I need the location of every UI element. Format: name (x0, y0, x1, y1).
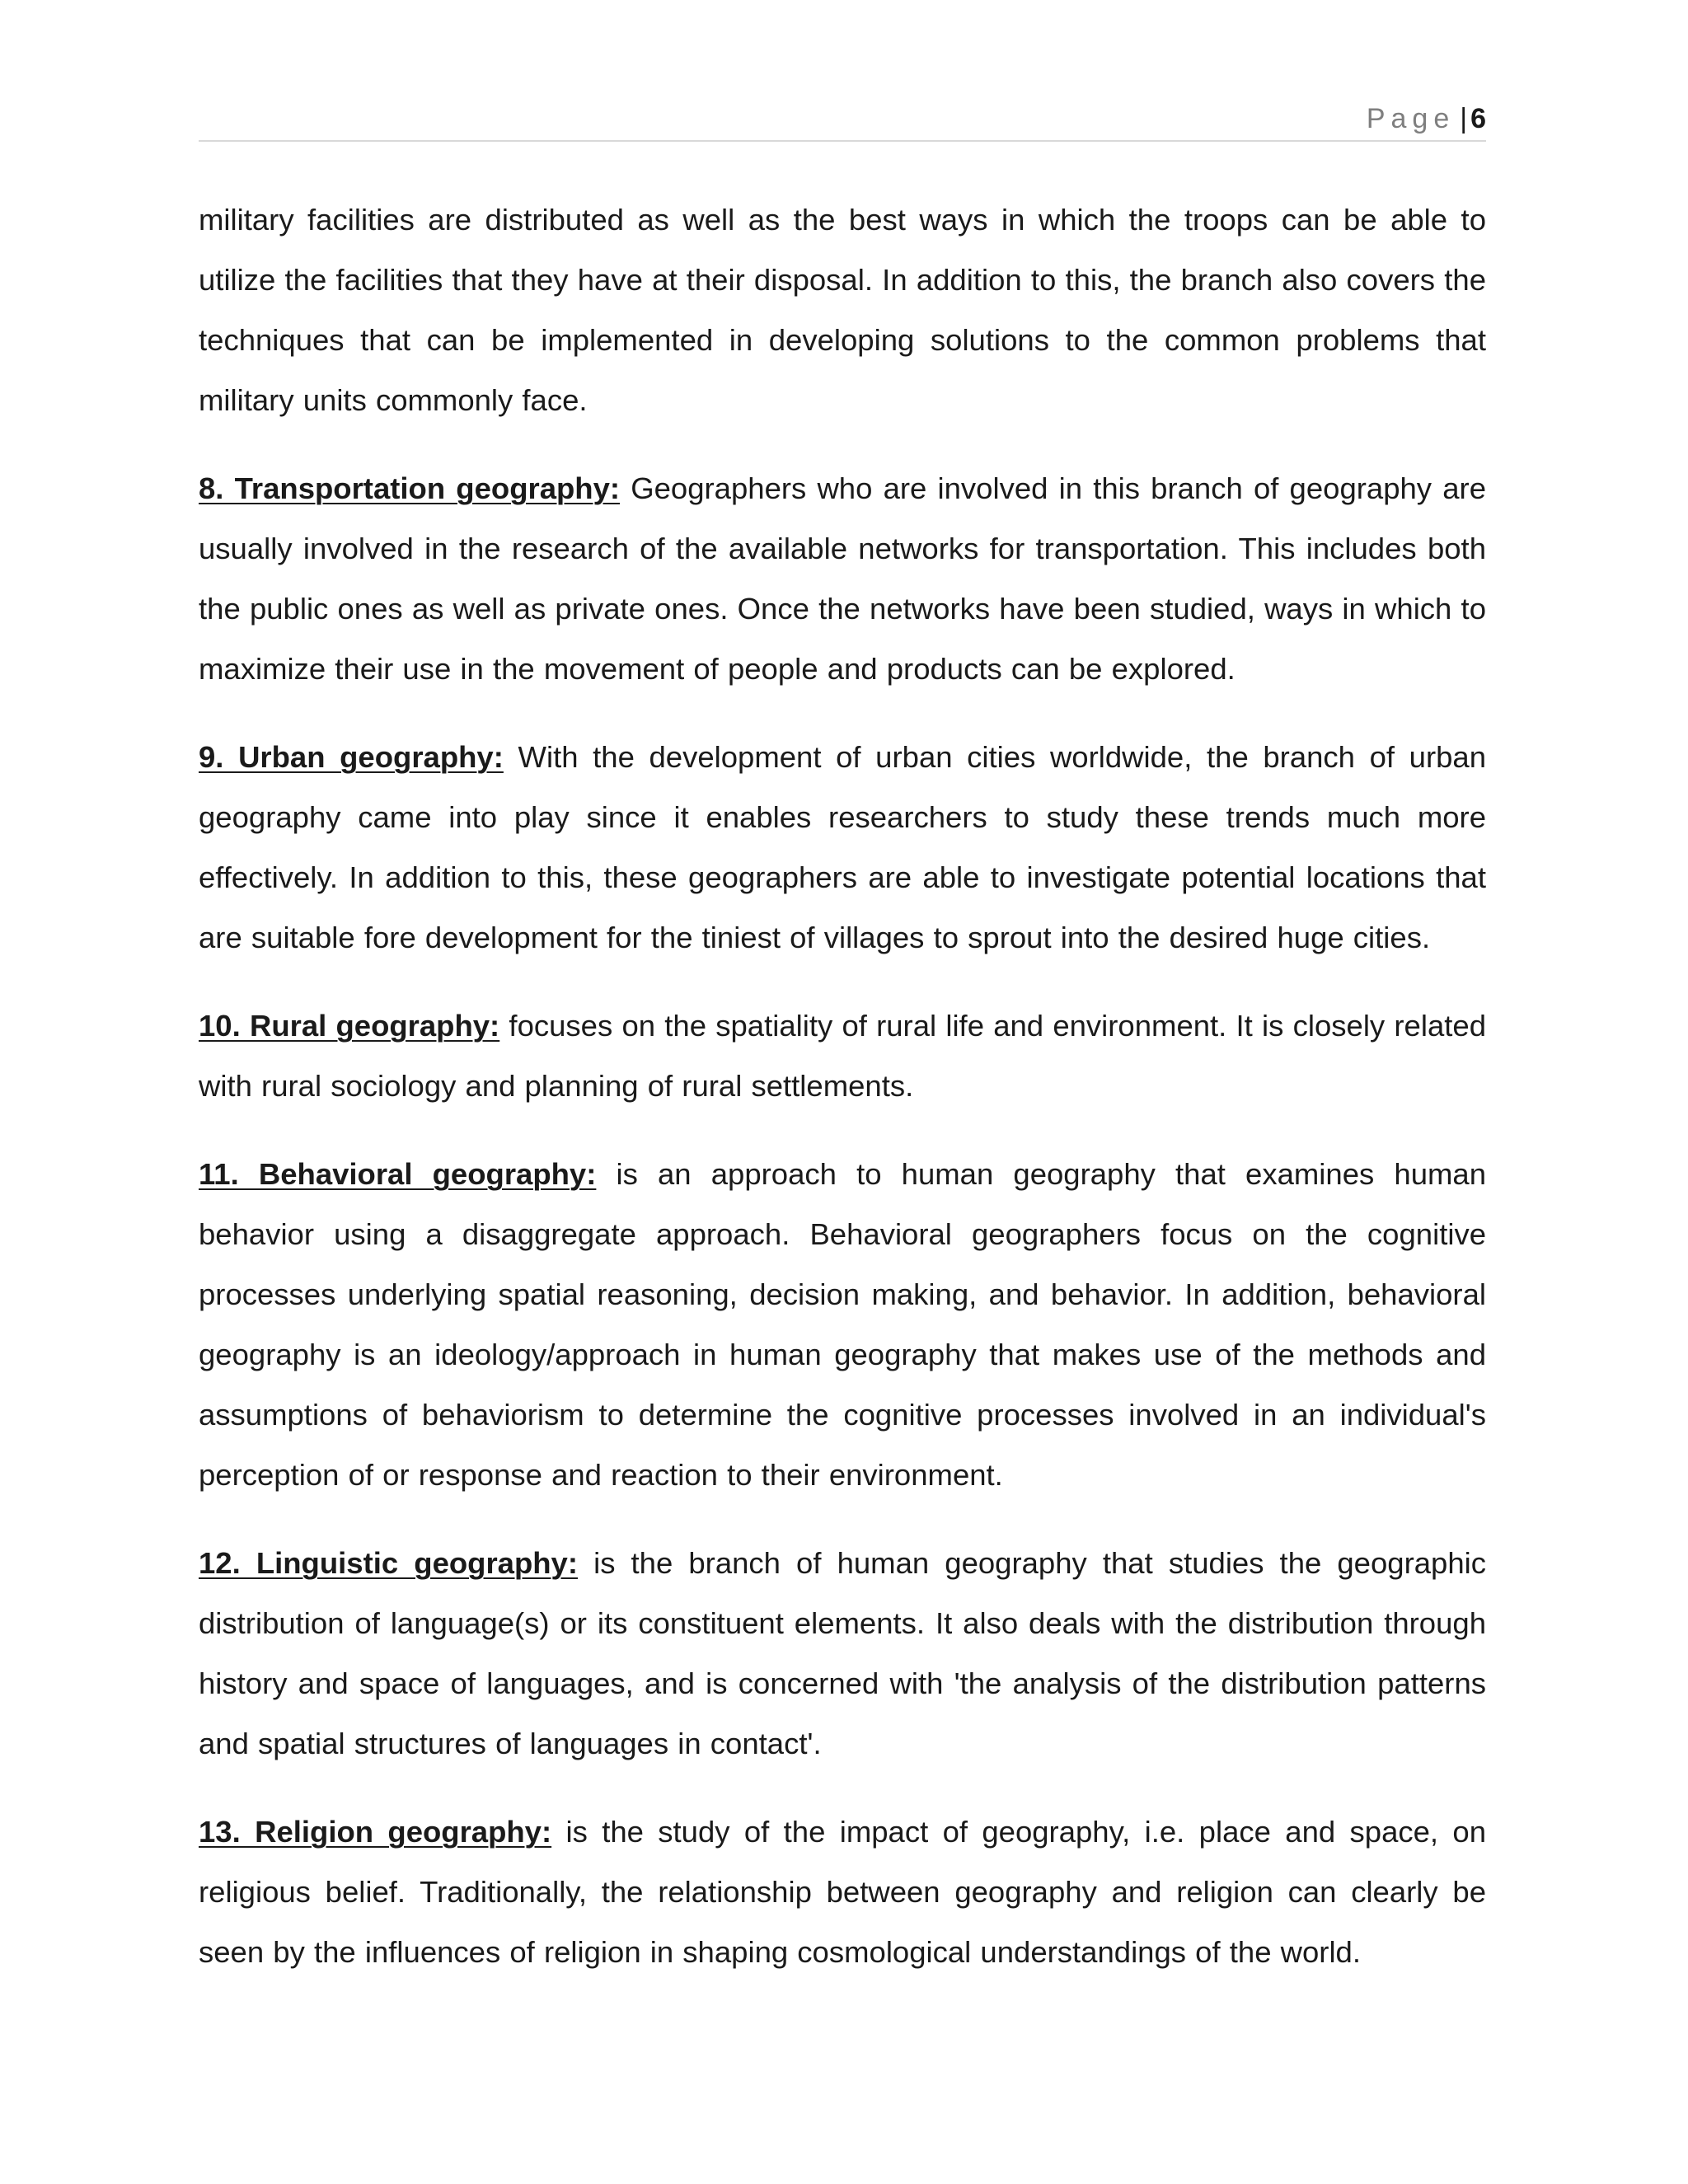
paragraph-text: is the branch of human geography that studies the geographic distribution of language(s) or its constituent elements. It also deals with the distribution through history and space of languages, and is concerned with 'the analysis of the distribution patterns and spatial structures of languages in contact'. (199, 1546, 1486, 1760)
term-heading: 9. Urban geography: (199, 740, 504, 774)
paragraph-text: is an approach to human geography that examines human behavior using a disaggregate approach. Behavioral geographers focus on the cognitive processes underlying spatial reasoning, decision making, and behavior. In addition, behavioral geography is an ideology/approach in human geography that makes use of the methods and assumptions of behaviorism to determine the cognitive processes involved in an individual's perception of or response and reaction to their environment. (199, 1157, 1486, 1492)
document-body (199, 190, 1486, 2010)
page-number: 6 (1470, 103, 1486, 134)
term-heading: 12. Linguistic geography: (199, 1546, 579, 1580)
paragraph-text: is the study of the impact of geography, i.e. place and space, on religious belief. Traditionally, the relationship between geography and religion can clearly be seen by the influences of religion in shaping cosmological understandings of the world. (199, 1815, 1486, 1969)
paragraph-urban-geography (199, 727, 1486, 968)
page-separator: | (1460, 103, 1468, 134)
term-heading: 10. Rural geography: (199, 1009, 500, 1043)
paragraph-linguistic-geography (199, 1533, 1486, 1774)
term-heading: 11. Behavioral geography: (199, 1157, 597, 1191)
paragraph-text: focuses on the spatiality of rural life and environment. It is closely related with rural sociology and planning of rural settlements. (199, 1009, 1486, 1103)
paragraph-military-continued (199, 190, 1486, 430)
term-heading: 8. Transportation geography: (199, 471, 621, 505)
page-header (199, 97, 1486, 142)
paragraph-text: With the development of urban cities worldwide, the branch of urban geography came into play since it enables researchers to study these trends much more effectively. In addition to this, these geographers are able to investigate potential locations that are suitable fore development for the tiniest of villages to sprout into the desired huge cities. (199, 740, 1487, 954)
term-heading: 13. Religion geography: (199, 1815, 552, 1849)
paragraph-text: military facilities are distributed as well as the best ways in which the troops can be able to utilize the facilities that they have at their disposal. In addition to this, the branch also covers the techniques that can be implemented in developing solutions to the common problems that military units commonly face. (199, 203, 1486, 417)
page-label: Page (1366, 103, 1456, 134)
paragraph-text: Geographers who are involved in this branch of geography are usually involved in the research of the available networks for transportation. This includes both the public ones as well as private ones. Once the networks have been studied, ways in which to maximize their use in the movement of people and products can be explored. (199, 471, 1486, 686)
paragraph-behavioral-geography (199, 1144, 1486, 1505)
paragraph-transportation-geography (199, 458, 1486, 699)
paragraph-religion-geography (199, 1802, 1486, 1982)
paragraph-rural-geography (199, 996, 1486, 1116)
